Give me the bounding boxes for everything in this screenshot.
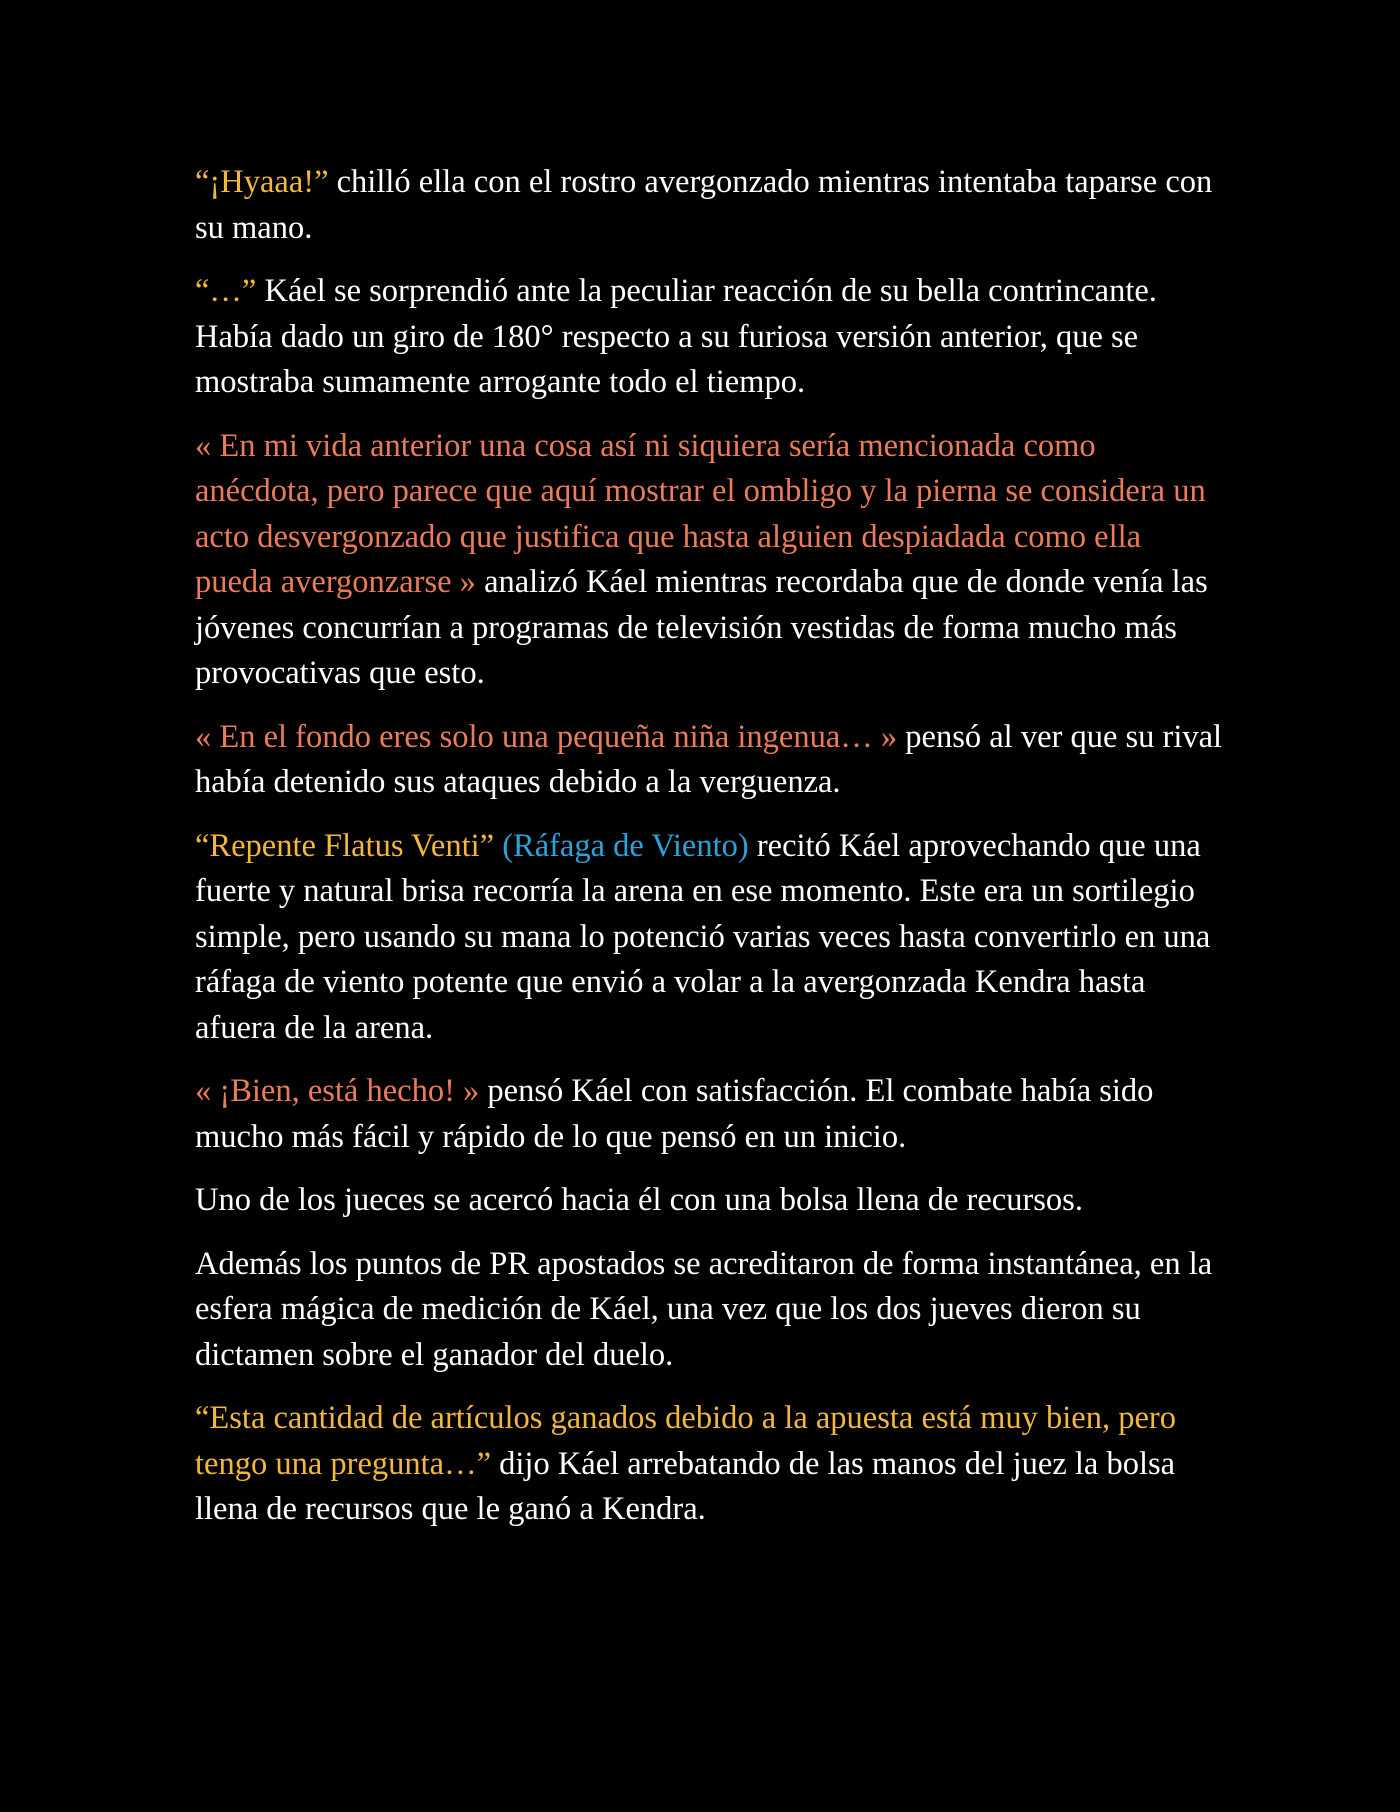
- paragraph-7: [195, 1178, 1225, 1224]
- paragraph-9: [195, 1396, 1225, 1533]
- narration-text: [494, 828, 502, 864]
- narration-text: dijo Káel arrebatando de las manos del juez la bolsa llena de recursos que le ganó a Kendra.: [195, 1445, 1176, 1527]
- paragraph-8: [195, 1242, 1225, 1379]
- narration-text: Además los puntos de PR apostados se acreditaron de forma instantánea, en la esfera mágica de medición de Káel, una vez que los dos jueves dieron su dictamen sobre el ganador del duelo.: [195, 1245, 1213, 1373]
- paragraph-3: [195, 424, 1225, 697]
- spell-incantation-text: “Repente Flatus Venti”: [195, 827, 495, 864]
- spell-translation-text: (Ráfaga de Viento): [502, 827, 749, 864]
- paragraph-1: [195, 160, 1225, 251]
- narration-text: pensó al ver que su rival había detenido sus ataques debido a la verguenza.: [195, 718, 1223, 800]
- narration-text: chilló ella con el rostro avergonzado mientras intentaba taparse con su mano.: [195, 164, 1213, 246]
- paragraph-6: [195, 1069, 1225, 1160]
- narration-text: Uno de los jueces se acercó hacia él con una bolsa llena de recursos.: [195, 1182, 1083, 1218]
- narration-text: recitó Káel aprovechando que una fuerte y natural brisa recorría la arena en ese momento. Este era un sortilegio simple, pero usando su mana lo potenció varias veces hasta convertirlo en una ráfaga de viento potente que envió a volar a la avergonzada Kendra hasta afuera de la arena.: [195, 827, 1211, 1046]
- dialogue-text: “¡Hyaaa!”: [195, 164, 329, 200]
- narration-text: pensó Káel con satisfacción. El combate había sido mucho más fácil y rápido de lo que pensó en un inicio.: [195, 1073, 1154, 1155]
- thought-text: « ¡Bien, está hecho! »: [195, 1073, 480, 1109]
- dialogue-text: “…”: [195, 273, 257, 309]
- paragraph-4: [195, 715, 1225, 806]
- dialogue-text: “Esta cantidad de artículos ganados debido a la apuesta está muy bien, pero tengo una pregunta…”: [195, 1400, 1176, 1482]
- thought-text: « En el fondo eres solo una pequeña niña ingenua… »: [195, 718, 898, 755]
- document-page: [195, 160, 1225, 1551]
- paragraph-5: [195, 824, 1225, 1052]
- paragraph-2: [195, 269, 1225, 406]
- thought-text: « En mi vida anterior una cosa así ni siquiera sería mencionada como anécdota, pero parece que aquí mostrar el ombligo y la pierna se considera un acto desvergonzado que justifica que hasta alguien despiadada como ella pueda avergonzarse »: [195, 427, 1206, 600]
- narration-text: Káel se sorprendió ante la peculiar reacción de su bella contrincante. Había dado un giro de 180° respecto a su furiosa versión anterior, que se mostraba sumamente arrogante todo el tiempo.: [195, 273, 1157, 400]
- narration-text: analizó Káel mientras recordaba que de donde venía las jóvenes concurrían a programas de televisión vestidas de forma mucho más provocativas que esto.: [195, 564, 1208, 691]
